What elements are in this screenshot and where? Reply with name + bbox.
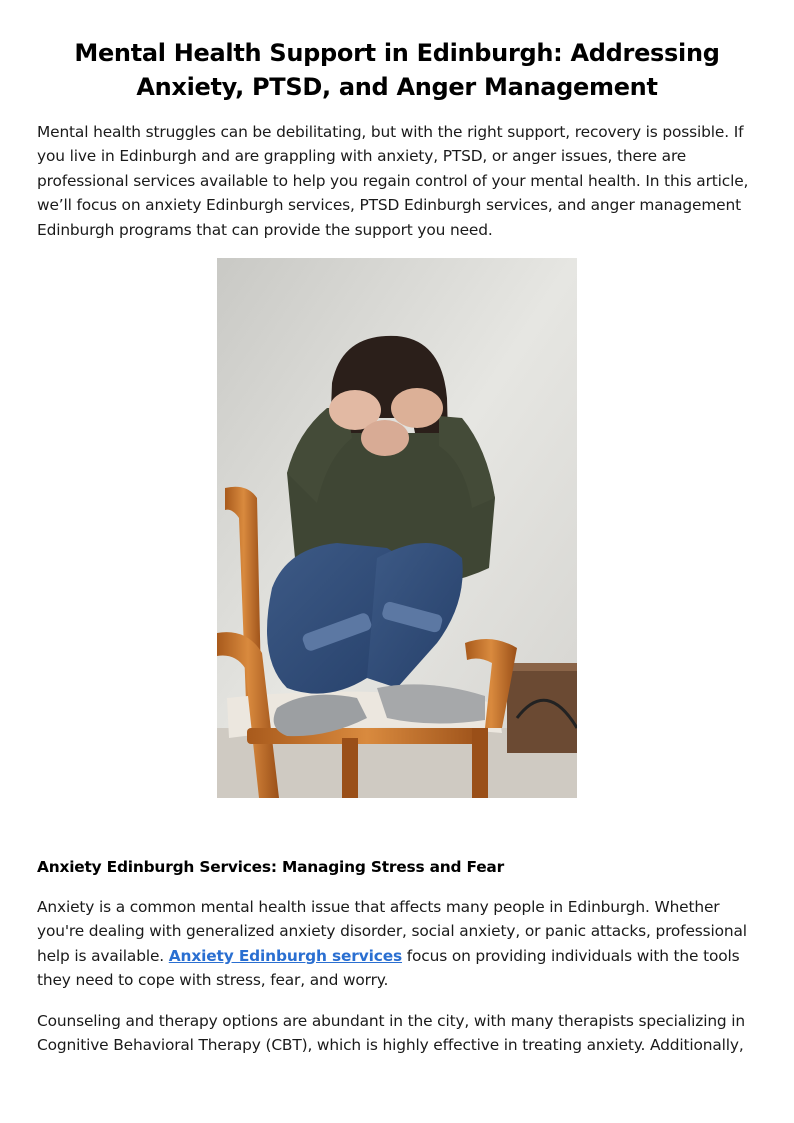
article-photo: [217, 258, 577, 798]
paragraph-text: focus on providing individuals with the tools they need to cope with stress, fear, and worry.: [37, 946, 740, 990]
intro-paragraph: Mental health struggles can be debilitating, but with the right support, recovery is possible. If you live in Edinburgh and are grappling with anxiety, PTSD, or anger issues, there are professional services available to help you regain control of your mental health. In this article, we’ll focus on anxiety Edinburgh services, PTSD Edinburgh services, and anger management Edinburgh programs that can provide the support you need.: [37, 123, 749, 239]
section-paragraph-1: [37, 895, 759, 993]
section-paragraph-2: Counseling and therapy options are abundant in the city, with many therapists specializing in Cognitive Behavioral Therapy (CBT), which is highly effective in treating anxiety. Additionally,: [37, 1012, 746, 1055]
section-heading-anxiety: Anxiety Edinburgh Services: Managing Stress and Fear: [37, 858, 505, 876]
anxiety-services-link[interactable]: Anxiety Edinburgh services: [168, 946, 403, 965]
page-title: Mental Health Support in Edinburgh: Addressing Anxiety, PTSD, and Anger Management: [74, 39, 720, 101]
photo-illustration: [217, 258, 577, 798]
paragraph-text: Anxiety is a common mental health issue that affects many people in Edinburgh. Whether you're dealing with generalized anxiety disorder, social anxiety, or panic attacks, professional help is available.: [37, 898, 747, 965]
